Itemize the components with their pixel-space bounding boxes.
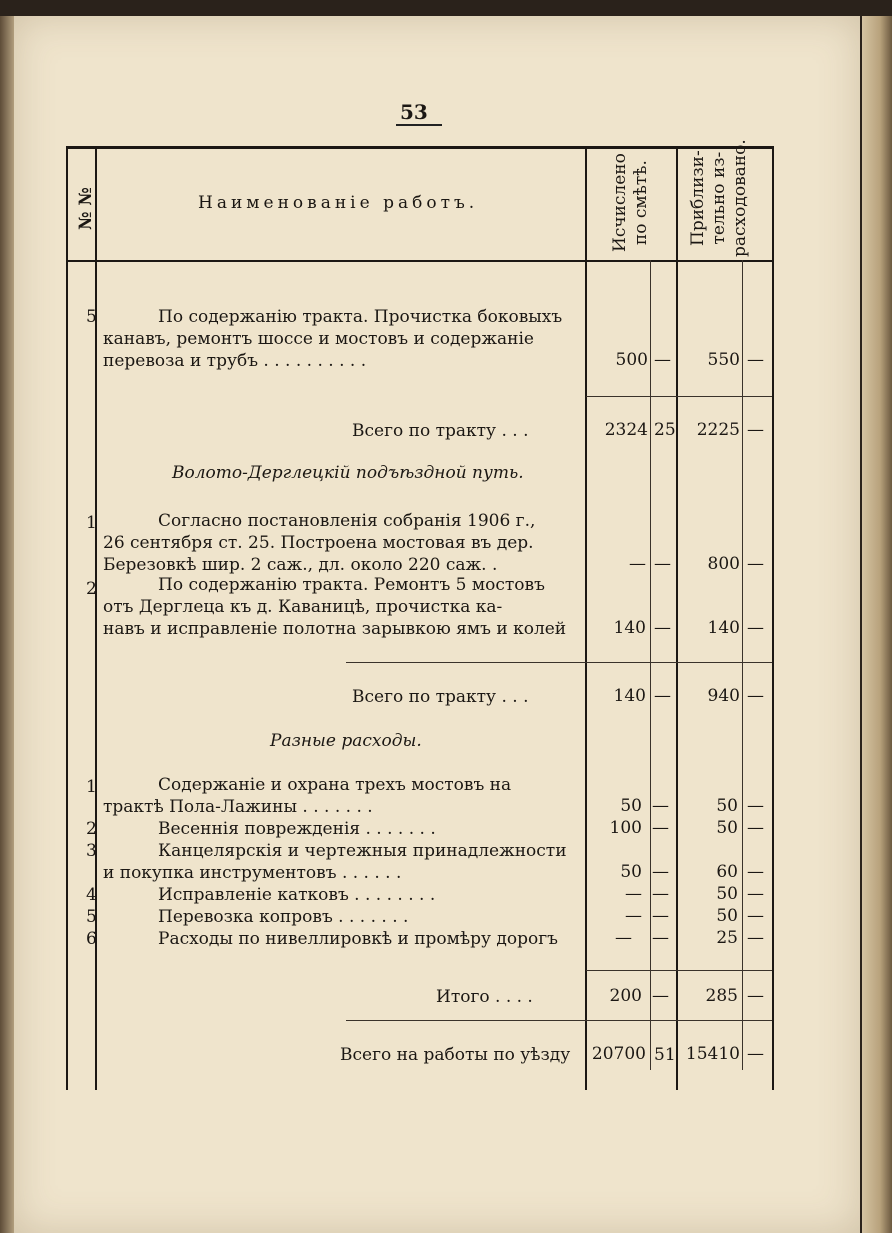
spent-rubles: 940 (707, 686, 740, 706)
row-number: 1 (86, 777, 97, 797)
row-number: 4 (86, 885, 97, 905)
page-edge (862, 16, 892, 1233)
spent-rubles: 50 (716, 818, 738, 838)
spent-kopecks: — (747, 554, 764, 574)
estimated-kopecks: — (652, 928, 669, 948)
header-estimated-line-2: по смѣтѣ. (631, 160, 651, 246)
spent-kopecks: — (747, 420, 764, 440)
spent-kopeck-rule (742, 260, 743, 1070)
grand-total-label: Всего на работы по уѣзду (340, 1045, 571, 1065)
spent-rubles: 50 (716, 906, 738, 926)
estimated-kopecks: — (652, 986, 669, 1006)
total-label: Всего по тракту . . . (352, 421, 529, 441)
section-heading: Разные расходы. (270, 731, 422, 751)
spent-rubles: 50 (716, 884, 738, 904)
spent-kopecks: — (747, 350, 764, 370)
sum-rule (586, 396, 772, 397)
row-text-line: 26 сентября ст. 25. Построена мостовая въ дер. (103, 533, 534, 553)
row-text-line: По содержанію тракта. Прочистка боковыхъ (158, 307, 563, 327)
estimated-rubles: — (615, 928, 632, 948)
row-text-line: Исправленіе катковъ . . . . . . . . (158, 885, 436, 905)
estimated-kopecks: — (652, 884, 669, 904)
estimated-kopecks: — (652, 818, 669, 838)
estimated-rubles: 2324 (604, 420, 648, 440)
estimated-kopecks: — (652, 862, 669, 882)
spent-rubles: 60 (716, 862, 738, 882)
sum-rule (346, 662, 772, 663)
estimated-rubles: 140 (613, 686, 646, 706)
estimate-kopeck-rule (650, 260, 651, 1070)
page-number-underline (396, 124, 442, 126)
row-text-line: и покупка инструментовъ . . . . . . (103, 863, 402, 883)
spent-kopecks: — (747, 906, 764, 926)
estimated-kopecks: — (652, 906, 669, 926)
table-top-rule (66, 146, 774, 149)
header-estimated (610, 153, 652, 252)
spent-rubles: 285 (705, 986, 738, 1006)
estimated-rubles: 50 (620, 862, 642, 882)
total-label: Всего по тракту . . . (352, 687, 529, 707)
row-text-line: Согласно постановленія собранія 1906 г., (158, 511, 536, 531)
header-name: Наименованіе работъ. (198, 193, 479, 213)
estimated-kopecks: — (654, 618, 671, 638)
estimated-kopecks: — (652, 796, 669, 816)
spent-kopecks: — (747, 686, 764, 706)
spent-kopecks: — (747, 884, 764, 904)
sum-rule (586, 970, 772, 971)
estimated-kopecks: — (654, 686, 671, 706)
header-spent (688, 139, 751, 257)
spent-kopecks: — (747, 1044, 764, 1064)
row-number: 6 (86, 929, 97, 949)
row-number: 1 (86, 513, 97, 533)
spent-kopecks: — (747, 928, 764, 948)
estimated-rubles: — (625, 906, 642, 926)
spent-rubles: 25 (716, 928, 738, 948)
sum-rule (346, 1020, 772, 1021)
estimated-rubles: 500 (615, 350, 648, 370)
estimated-rubles: — (629, 554, 646, 574)
row-text-line: По содержанію тракта. Ремонтъ 5 мостовъ (158, 575, 545, 595)
header-estimated-line-1: Исчислено (610, 153, 630, 252)
spent-rubles: 550 (707, 350, 740, 370)
row-text-line: Весеннія поврежденія . . . . . . . (158, 819, 436, 839)
row-number: 3 (86, 841, 97, 861)
estimated-kopecks: 51 (654, 1045, 676, 1065)
row-text-line: Перевозка копровъ . . . . . . . (158, 907, 409, 927)
row-text-line: канавъ, ремонтъ шоссе и мостовъ и содержаніе (103, 329, 534, 349)
name-column-rule (585, 146, 587, 1090)
estimated-kopecks: 25 (654, 420, 676, 440)
spent-kopecks: — (747, 796, 764, 816)
row-text-line: Канцелярскія и чертежныя принадлежности (158, 841, 567, 861)
header-spent-line-2: тельно из- (709, 151, 729, 245)
row-text-line: Березовкѣ шир. 2 саж., дл. около 220 саж. . (103, 555, 498, 575)
estimated-rubles: 50 (620, 796, 642, 816)
row-text-line: отъ Дерглеца къ д. Каваницѣ, прочистка ка- (103, 597, 503, 617)
header-number: № № (76, 187, 96, 230)
row-text-line: трактѣ Пола-Лажины . . . . . . . (103, 797, 373, 817)
spent-kopecks: — (747, 818, 764, 838)
estimated-rubles: 100 (609, 818, 642, 838)
row-number: 2 (86, 819, 97, 839)
header-spent-line-1: Приблизи- (688, 150, 708, 246)
spent-kopecks: — (747, 618, 764, 638)
spent-rubles: 50 (716, 796, 738, 816)
estimate-column-rule (676, 146, 678, 1090)
row-number: 5 (86, 907, 97, 927)
total-label: Итого . . . . (436, 987, 533, 1007)
row-number: 2 (86, 579, 97, 599)
header-bottom-rule (66, 260, 774, 262)
spent-rubles: 140 (707, 618, 740, 638)
estimated-rubles: 140 (613, 618, 646, 638)
table-left-border (66, 146, 68, 1090)
spent-rubles: 2225 (696, 420, 740, 440)
spent-kopecks: — (747, 862, 764, 882)
spent-rubles: 800 (707, 554, 740, 574)
estimated-rubles: — (625, 884, 642, 904)
spent-kopecks: — (747, 986, 764, 1006)
page-number: 53 (400, 100, 428, 124)
table-right-border (772, 146, 774, 1090)
row-text-line: Содержаніе и охрана трехъ мостовъ на (158, 775, 512, 795)
spent-rubles: 15410 (685, 1044, 740, 1064)
estimated-rubles: 200 (609, 986, 642, 1006)
row-text-line: навъ и исправленіе полотна зарывкою ямъ и колей (103, 619, 567, 639)
section-heading: Волото-Дерглецкій подъѣздной путь. (172, 463, 524, 483)
header-spent-line-3: расходовано. (730, 139, 750, 257)
row-number: 5 (86, 307, 97, 327)
estimated-kopecks: — (654, 554, 671, 574)
estimated-rubles: 20700 (591, 1044, 646, 1064)
row-text-line: перевоза и трубъ . . . . . . . . . . (103, 351, 367, 371)
row-text-line: Расходы по нивеллировкѣ и промѣру дорогъ (158, 929, 558, 949)
estimated-kopecks: — (654, 350, 671, 370)
